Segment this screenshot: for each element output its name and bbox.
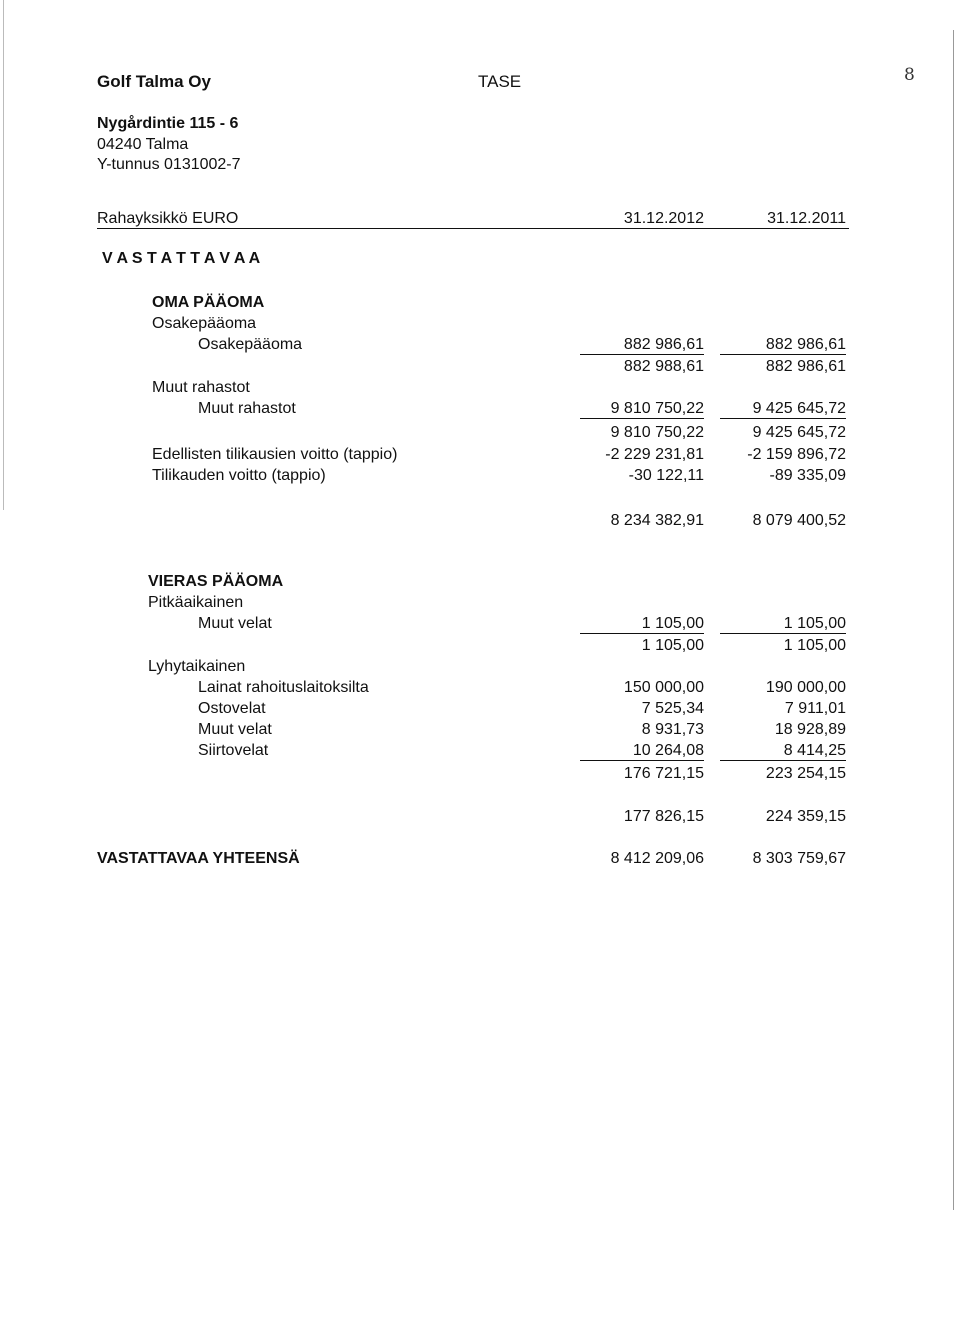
other-funds-label: Muut rahastot [198,400,296,417]
scan-edge-line-left [3,0,4,510]
payables-2011: 7 911,01 [784,700,846,717]
short-term-subtotal-2011: 223 254,15 [765,765,846,782]
st-other-liabilities-2011: 18 928,89 [774,721,846,738]
other-funds-2011: 9 425 645,72 [720,400,846,419]
share-capital-subtotal-2011: 882 986,61 [765,358,846,375]
section-title: V A S T A T T A V A A [102,250,261,267]
share-capital-2011: 882 986,61 [720,336,846,355]
grand-total-label: VASTATTAVAA YHTEENSÄ [97,850,300,867]
st-other-liabilities-2012: 8 931,73 [641,721,704,738]
column-header-2011: 31.12.2011 [767,210,846,227]
period-result-2011: -89 335,09 [769,467,846,484]
column-header-2012: 31.12.2012 [623,210,704,227]
liabilities-total-2012: 177 826,15 [623,808,704,825]
retained-earnings-label: Edellisten tilikausien voitto (tappio) [152,446,398,463]
lt-other-liabilities-2012: 1 105,00 [580,615,704,634]
other-funds-subtotal-2012: 9 810 750,22 [610,424,704,441]
share-capital-2012: 882 986,61 [580,336,704,355]
scan-edge-line-right [953,30,954,1210]
liabilities-total-2011: 224 359,15 [765,808,846,825]
payables-2012: 7 525,34 [641,700,704,717]
period-result-2012: -30 122,11 [628,467,704,484]
payables-label: Ostovelat [198,700,266,717]
other-funds-2012: 9 810 750,22 [580,400,704,419]
long-term-subtotal-2011: 1 105,00 [783,637,846,654]
grand-total-2012: 8 412 209,06 [610,850,704,867]
retained-earnings-2011: -2 159 896,72 [747,446,846,463]
share-capital-group-label: Osakepääoma [152,315,257,332]
company-name: Golf Talma Oy [97,72,211,91]
share-capital-subtotal-2012: 882 988,61 [623,358,704,375]
share-capital-label: Osakepääoma [198,336,303,353]
equity-heading: OMA PÄÄOMA [152,294,265,311]
loans-2011: 190 000,00 [765,679,846,696]
business-id: Y-tunnus 0131002-7 [97,156,241,173]
equity-total-2011: 8 079 400,52 [752,512,846,529]
st-other-liabilities-label: Muut velat [198,721,272,738]
loans-label: Lainat rahoituslaitoksilta [198,679,369,696]
short-term-subtotal-2012: 176 721,15 [623,765,704,782]
page-number: 8 [904,65,915,85]
other-funds-subtotal-2011: 9 425 645,72 [752,424,846,441]
short-term-label: Lyhytaikainen [148,658,246,675]
period-result-label: Tilikauden voitto (tappio) [152,467,326,484]
lt-other-liabilities-2011: 1 105,00 [720,615,846,634]
accruals-label: Siirtovelat [198,742,269,759]
accruals-2011: 8 414,25 [720,742,846,761]
lt-other-liabilities-label: Muut velat [198,615,272,632]
grand-total-2011: 8 303 759,67 [752,850,846,867]
equity-total-2012: 8 234 382,91 [610,512,704,529]
currency-unit-label: Rahayksikkö EURO [97,210,239,227]
address-line-2: 04240 Talma [97,136,189,153]
retained-earnings-2012: -2 229 231,81 [605,446,704,463]
liabilities-heading: VIERAS PÄÄOMA [148,573,284,590]
long-term-subtotal-2012: 1 105,00 [641,637,704,654]
other-funds-group-label: Muut rahastot [152,379,250,396]
address-line-1: Nygårdintie 115 - 6 [97,115,239,132]
document-title: TASE [478,72,522,91]
accruals-2012: 10 264,08 [580,742,704,761]
loans-2012: 150 000,00 [623,679,704,696]
long-term-label: Pitkäaikainen [148,594,244,611]
